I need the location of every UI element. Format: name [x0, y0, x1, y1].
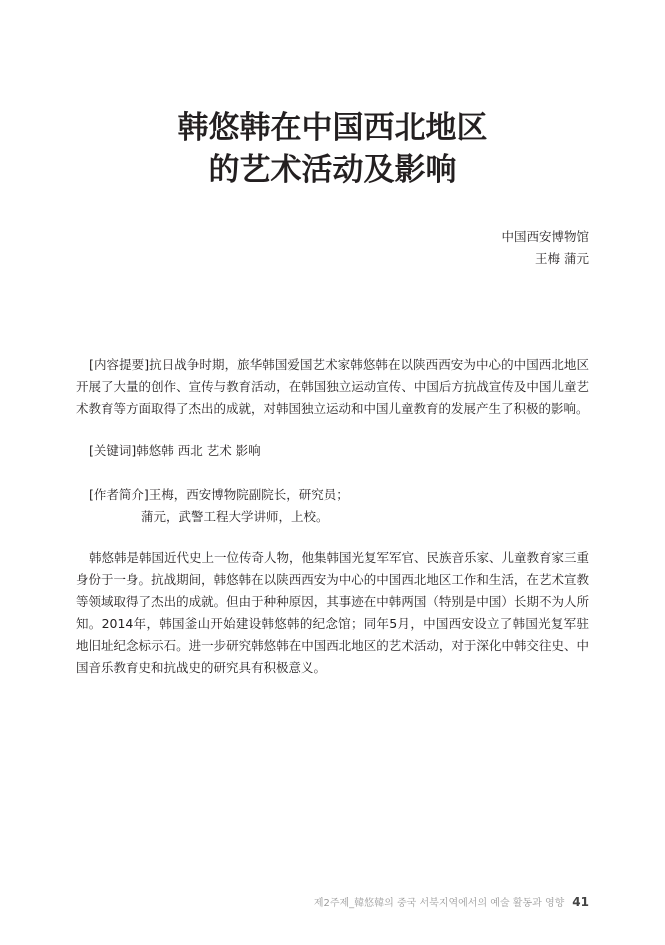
keywords: [关键词]韩悠韩 西北 艺术 影响 — [89, 443, 261, 458]
abstract-paragraph: [内容提要]抗日战争时期，旅华韩国爱国艺术家韩悠韩在以陕西西安为中心的中国西北地区开展了大量的创作、宣传与教育活动，在韩国独立运动宣传、中国后方抗战宣传及中国儿童艺术教育等方面取得了杰出的成就，对韩国独立运动和中国儿童教育的发展产生了积极的影响。 — [76, 357, 589, 416]
page-number: 41 — [572, 895, 589, 909]
body-paragraph: 韩悠韩是韩国近代史上一位传奇人物，他集韩国光复军军官、民族音乐家、儿童教育家三重身份于一身。抗战期间，韩悠韩在以陕西西安为中心的中国西北地区工作和生活，在艺术宣教等领域取得了杰出的成就。但由于种种原因，其事迹在中韩两国（特别是中国）长期不为人所知。2014年，韩国釜山开始建设韩悠韩的纪念馆；同年5月，中国西安设立了韩国光复军驻地旧址纪念标示石。进一步研究韩悠韩在中国西北地区的艺术活动，对于深化中韩交往史、中国音乐教育史和抗战史的研究具有积极意义。 — [76, 550, 590, 675]
title-line-2: 的艺术活动及影响 — [208, 152, 457, 188]
author-intro-line-2: 蒲元，武警工程大学讲师，上校。 — [141, 509, 329, 524]
page-footer — [314, 894, 589, 909]
authors: 王梅 蒲元 — [535, 251, 589, 266]
affiliation: 中国西安博物馆 — [501, 229, 589, 244]
author-intro-line-1: [作者简介]王梅，西安博物院副院长，研究员； — [89, 487, 349, 502]
title-line-1: 韩悠韩在中国西北地区 — [177, 110, 488, 146]
running-head: 제2주제_韓悠韓의 중국 서북지역에서의 예술 활동과 영향 — [313, 898, 565, 909]
